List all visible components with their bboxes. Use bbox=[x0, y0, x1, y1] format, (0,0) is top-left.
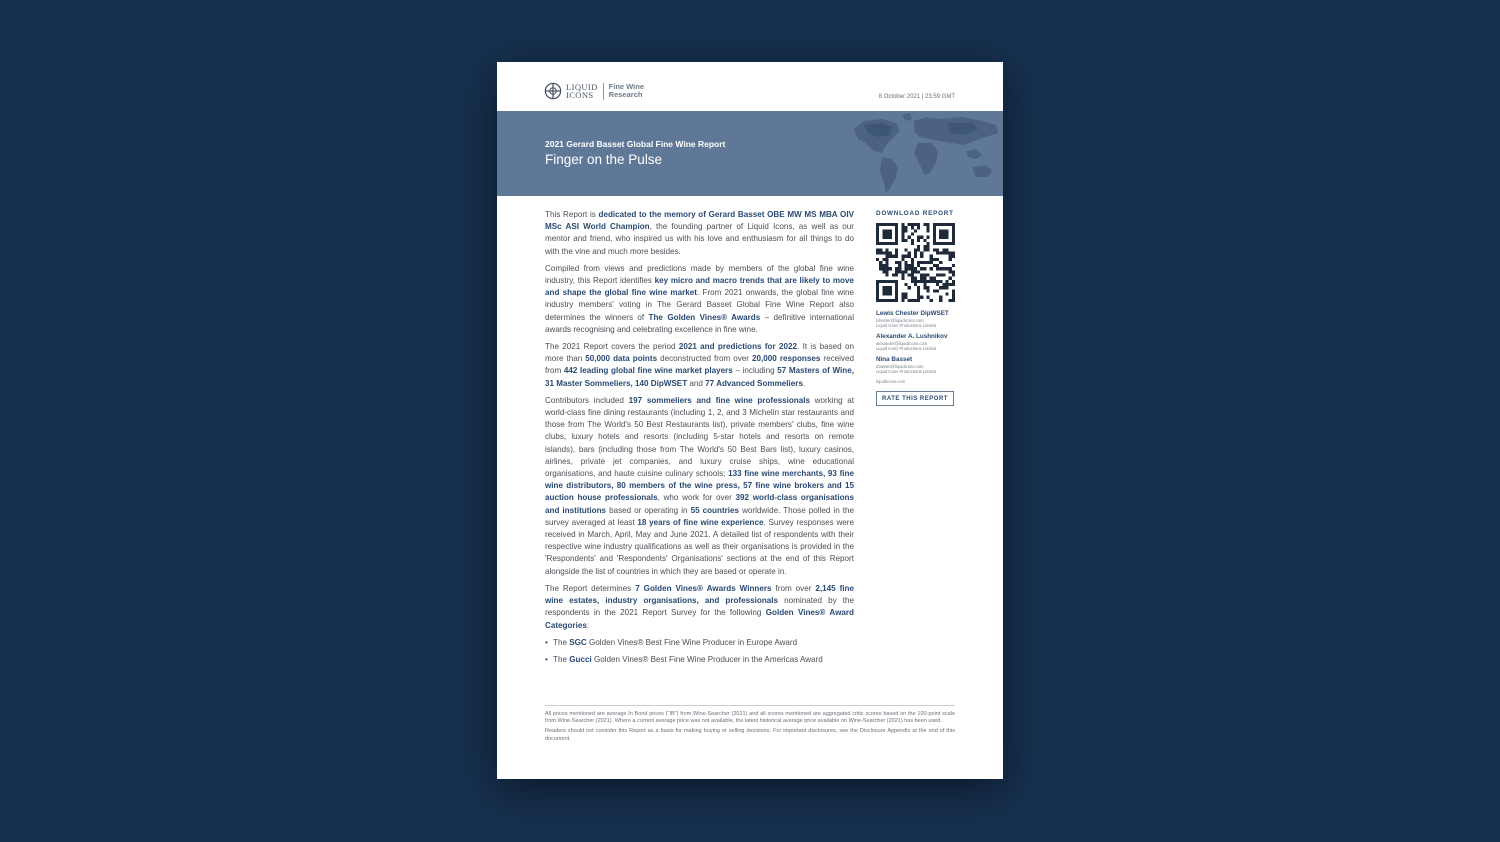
contact-card bbox=[876, 333, 956, 351]
highlight-text: 7 Golden Vines® Awards Winners bbox=[635, 583, 772, 593]
world-map-icon bbox=[852, 111, 1002, 196]
body-paragraph-5: The Report determines 7 Golden Vines® Awards Winners from over 2,145 fine wine estates, industry organisations, and professionals nominated by the respondents in the 2021 Report Survey for the following Golden Vines® Award Categories: bbox=[545, 583, 855, 630]
highlight-text: Gucci bbox=[569, 654, 592, 664]
download-report-heading: DOWNLOAD REPORT bbox=[876, 210, 954, 217]
body-paragraph-2: Compiled from views and predictions made by members of the global fine wine industry, this Report identifies key micro and macro trends that are likely to move and shape the global fine wine market. From 2021 onwards, the global fine wine industry members' voting in The Gerard Basset Global Fine Wine Report also determines the winners of The Golden Vines® Awards – definitive international awards recognising and celebrating excellence in fine wine. bbox=[545, 263, 854, 334]
highlight-text: 18 years of fine wine experience bbox=[637, 517, 764, 527]
highlight-text: 50,000 data points bbox=[585, 354, 658, 364]
award-category-item: • The Gucci Golden Vines® Best Fine Wine Producer in the Americas Award bbox=[545, 654, 854, 666]
website-link[interactable]: liquidicons.com bbox=[876, 379, 906, 384]
footer-note-disclaimer: Readers should not consider this Report as a basis for making buying or selling decisions. For important disclosures, see the Disclosure Appendix at the end of this document. bbox=[545, 728, 955, 742]
highlight-text: dedicated to the memory of Gerard Basset OBE MW MS MBA OIV MSc ASI World Champion bbox=[545, 210, 854, 232]
contact-email[interactable]: alexander@liquidicons.com bbox=[876, 341, 928, 346]
logo-line-2: ICONS bbox=[566, 90, 594, 100]
highlight-text: 133 fine wine merchants, 93 fine wine distributors, 80 members of the wine press, 57 fine wine brokers and 15 auction house professionals bbox=[545, 469, 854, 503]
highlight-text: 55 countries bbox=[690, 505, 740, 515]
logo-sub-line-2: Research bbox=[608, 90, 643, 99]
highlight-text: 197 sommeliers and fine wine professionals bbox=[628, 395, 810, 405]
highlight-text: The Golden Vines® Awards bbox=[648, 312, 761, 322]
body-paragraph-3: The 2021 Report covers the period 2021 and predictions for 2022. It is based on more than 50,000 data points deconstructed from over 20,000 responses received from 442 leading global fine wine market players – including 57 Masters of Wine, 31 Master Sommeliers, 140 DipWSET and 77 Advanced Sommeliers. bbox=[545, 342, 854, 388]
report-title: Finger on the Pulse bbox=[545, 152, 663, 167]
highlight-text: 77 Advanced Sommeliers bbox=[705, 378, 803, 388]
report-series-title: 2021 Gerard Basset Global Fine Wine Report bbox=[545, 139, 726, 149]
contact-name: Nina Basset bbox=[876, 356, 913, 363]
award-category-item: • The SGC Golden Vines® Best Fine Wine Producer in Europe Award bbox=[545, 637, 854, 649]
highlight-text: 2,145 fine wine estates, industry organisations, and professionals bbox=[545, 583, 854, 606]
contact-card bbox=[876, 356, 956, 374]
footer-note-prices: All prices mentioned are average In Bond prices ("IB") from Wine-Searcher (2021) and all scores mentioned are aggregated critic scores based on the 100-point scale from Wine-Searcher (2021). Where a current average price was not available, the latest historical average price available on Wine-Searcher (2021) has been used. bbox=[545, 711, 955, 725]
qr-code-icon[interactable] bbox=[876, 223, 955, 302]
contact-company: Liquid Icons Productions Limited bbox=[876, 369, 937, 374]
report-page bbox=[497, 62, 1003, 779]
footer-disclosures bbox=[545, 705, 955, 746]
highlight-text: 20,000 responses bbox=[752, 354, 821, 364]
logo-sub-line-1: Fine Wine bbox=[608, 82, 645, 91]
title-banner bbox=[497, 111, 1003, 196]
highlight-text: 442 leading global fine wine market players bbox=[563, 366, 733, 376]
sidebar bbox=[876, 210, 956, 406]
logo-divider bbox=[603, 83, 604, 100]
contact-card bbox=[876, 310, 956, 328]
rate-report-button[interactable]: RATE THIS REPORT bbox=[876, 391, 954, 406]
highlight-text: SGC bbox=[569, 637, 587, 647]
contact-name: Lewis Chester DipWSET bbox=[876, 310, 949, 317]
logo-line-1: LIQUID bbox=[566, 82, 598, 92]
liquid-icons-logo bbox=[544, 82, 644, 100]
contact-name: Alexander A. Lushnikov bbox=[876, 333, 948, 340]
contact-company: Liquid Icons Productions Limited bbox=[876, 323, 937, 328]
logo-emblem-icon bbox=[544, 82, 562, 100]
highlight-text: 57 Masters of Wine, 31 Master Sommeliers, 140 DipWSET bbox=[545, 366, 854, 388]
report-body bbox=[545, 209, 854, 671]
logo-subtitle bbox=[609, 83, 644, 99]
body-paragraph-4: Contributors included 197 sommeliers and fine wine professionals working at world-class fine dining restaurants (including 1, 2, and 3 Michelin star restaurants and those from The World's 50 Best Restaurants list), private members' clubs, fine wine clubs, luxury hotels and resorts (including 5-star hotels and resorts on remote islands), bars (including those from The World's 50 Best Bars list), luxury casinos, airlines, private jet companies, and luxury cruise ships, wine educational organisations, and haute cuisine culinary schools; 133 fine wine merchants, 93 fine wine distributors, 80 members of the wine press, 57 fine wine brokers and 15 auction house professionals, who work for over 392 world-class organisations and institutions based or operating in 55 countries worldwide. Those polled in the survey averaged at least 18 years of fine wine experience. Survey responses were received in March, April, May and June 2021. A detailed list of respondents with their respective wine industry qualifications as well as their organisations is provided in the 'Respondents' and 'Respondents' Organisations' sections at the end of this Report alongside the list of countries in which they are based or operate in. bbox=[545, 395, 855, 576]
highlight-text: 2021 and predictions for 2022 bbox=[678, 342, 797, 352]
page-header bbox=[497, 62, 1003, 111]
contact-company: Liquid Icons Productions Limited bbox=[876, 346, 937, 351]
report-dateline: 8 October 2021 | 23:59 GMT bbox=[878, 94, 955, 100]
highlight-text: Golden Vines® Award Categories bbox=[545, 608, 854, 630]
highlight-text: key micro and macro trends that are likely to move and shape the global fine wine market bbox=[545, 276, 854, 298]
highlight-text: 392 world-class organisations and institutions bbox=[545, 493, 854, 515]
contact-email[interactable]: lchester@liquidicons.com bbox=[876, 318, 924, 323]
logo-wordmark bbox=[566, 83, 598, 99]
award-categories-list bbox=[545, 637, 854, 666]
body-paragraph-1: This Report is dedicated to the memory of Gerard Basset OBE MW MS MBA OIV MSc ASI World Champion, the founding partner of Liquid Icons, as well as our mentor and friend, who inspired us with his love and enthusiasm for all things to do with the vine and much more besides. bbox=[545, 210, 854, 256]
contact-email[interactable]: nbasset@liquidicons.com bbox=[876, 364, 924, 369]
